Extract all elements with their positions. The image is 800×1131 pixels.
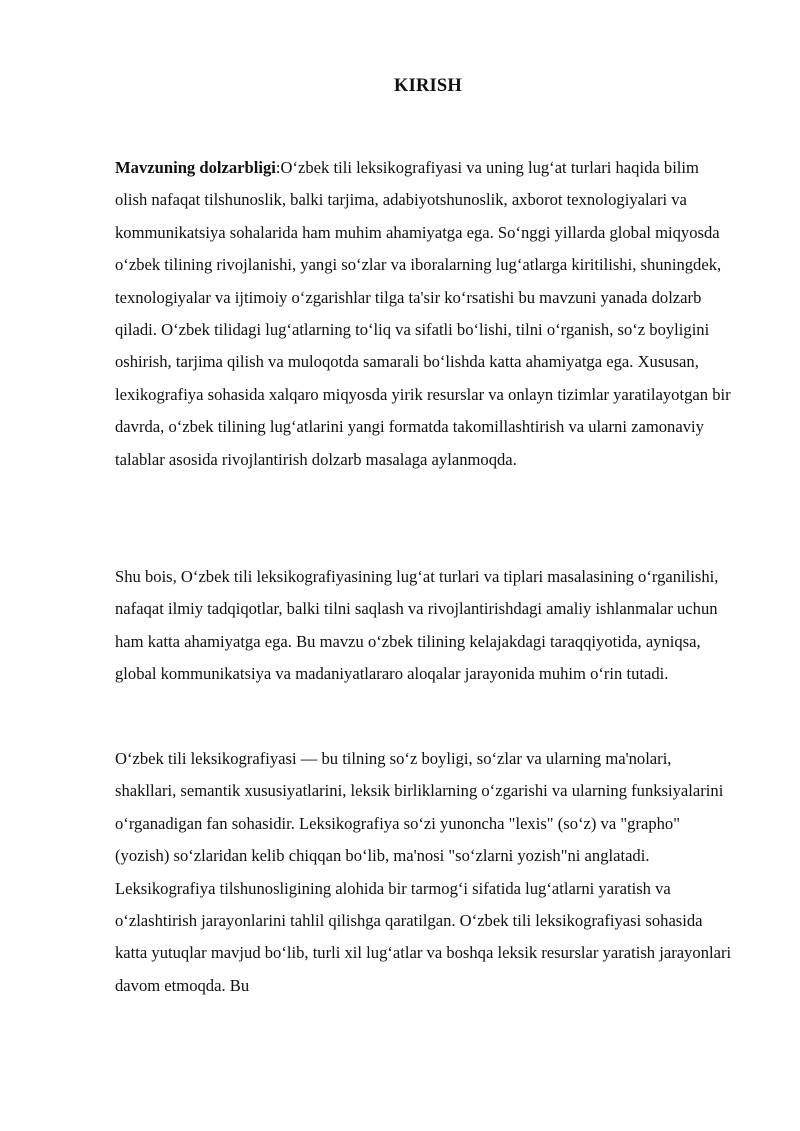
paragraph-importance xyxy=(115,561,735,691)
paragraph-definition xyxy=(115,743,735,1002)
paragraph-text xyxy=(115,152,735,476)
paragraph-lead-heading: Mavzuning dolzarbligi xyxy=(115,158,276,177)
paragraph-text: Shu bois, O‘zbek tili leksikografiyasining lug‘at turlari va tiplari masalasining o‘rganilishi, nafaqat ilmiy tadqiqotlar, balki tilni saqlash va rivojlantirishdagi amaliy ishlanmalar uchun ham katta ahamiyatga ega. Bu mavzu o‘zbek tilining kelajakdagi taraqqiyotida, ayniqsa, global kommunikatsiya va madaniyatlararo aloqalar jarayonida muhim o‘rin tutadi. xyxy=(115,567,719,684)
paragraph-body: :O‘zbek tili leksikografiyasi va uning lug‘at turlari haqida bilim olish nafaqat tilshunoslik, balki tarjima, adabiyotshunoslik, axborot texnologiyalari va kommunikatsiya sohalarida ham muhim ahamiyatga ega. So‘nggi yillarda global miqyosda o‘zbek tilining rivojlanishi, yangi so‘zlar va iboralarning lug‘atlarga kiritilishi, shuningdek, texnologiyalar va ijtimoiy o‘zgarishlar tilga ta'sir ko‘rsatishi bu mavzuni yanada dolzarb qiladi. O‘zbek tilidagi lug‘atlarning to‘liq va sifatli bo‘lishi, tilni o‘rganish, so‘z boyligini oshirish, tarjima qilish va muloqotda samarali bo‘lishda katta ahamiyatga ega. Xususan, lexikografiya sohasida xalqaro miqyosda yirik resurslar va onlayn tizimlar yaratilayotgan bir davrda, o‘zbek tilining lug‘atlarini yangi formatda takomillashtirish va ularni zamonaviy talablar asosida rivojlantirish dolzarb masalaga aylanmoqda. xyxy=(115,158,731,469)
paragraph-relevance xyxy=(115,152,735,476)
paragraph-text: O‘zbek tili leksikografiyasi — bu tilning so‘z boyligi, so‘zlar va ularning ma'nolari, shakllari, semantik xususiyatlarini, leksik birliklarning o‘zgarishi va ularning funksiyalarini o‘rganadigan fan sohasidir. Leksikografiya so‘zi yunoncha "lexis" (so‘z) va "grapho" (yozish) so‘zlaridan kelib chiqqan bo‘lib, ma'nosi "so‘zlarni yozish"ni anglatadi. Leksikografiya tilshunosligining alohida bir tarmog‘i sifatida lug‘atlarni yaratish va o‘zlashtirish jarayonlarini tahlil qilishga qaratilgan. O‘zbek tili leksikografiyasi sohasida katta yutuqlar mavjud bo‘lib, turli xil lug‘atlar va boshqa leksik resurslar yaratish jarayonlari davom etmoqda. Bu xyxy=(115,749,732,995)
page-title: KIRISH xyxy=(393,76,463,96)
